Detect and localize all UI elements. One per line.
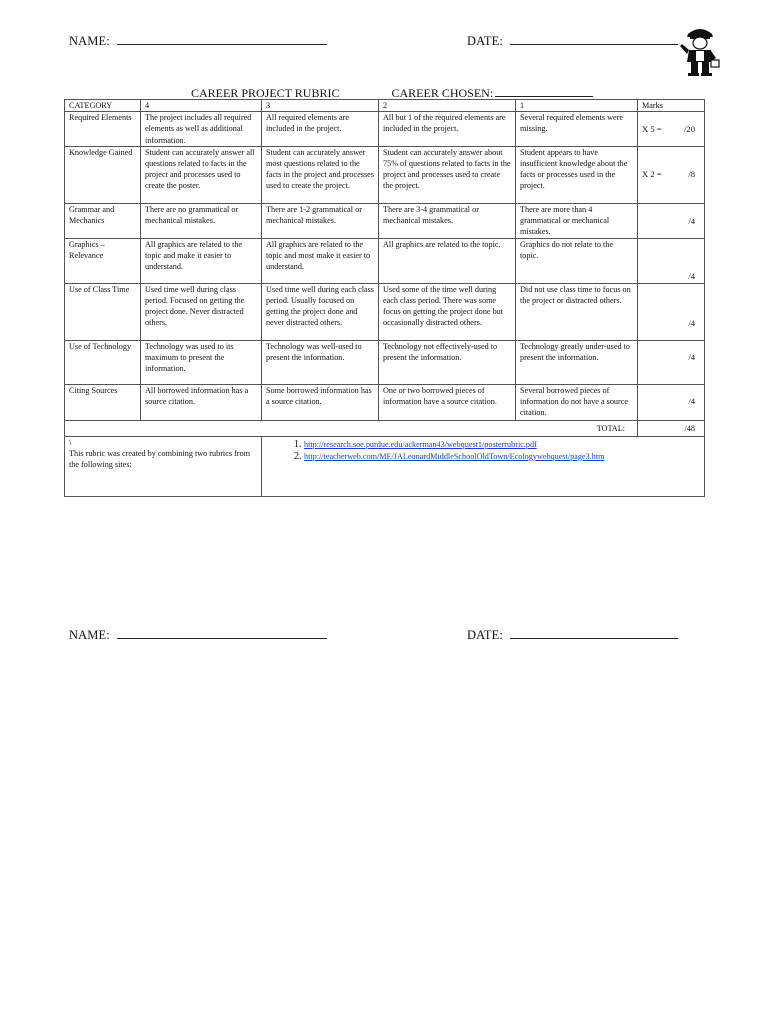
- header-cell: 1: [516, 100, 638, 112]
- name-blank-line: [117, 34, 327, 45]
- criteria-cell: Technology not effectively-used to present the information.: [379, 340, 516, 384]
- date-field-bottom: [467, 628, 678, 643]
- criteria-cell: Student can accurately answer most questions related to the facts in the project and processes used to create the project.: [262, 146, 379, 203]
- table-row: [65, 203, 705, 238]
- criteria-cell: The project includes all required elements as well as additional information.: [141, 112, 262, 147]
- criteria-cell: Student can accurately answer about 75% of questions related to facts in the project and processes used to create the project.: [379, 146, 516, 203]
- marks-cell: [638, 283, 705, 340]
- list-item: [304, 439, 700, 451]
- total-score: /48: [638, 420, 705, 436]
- footer-backslash: \: [69, 437, 72, 447]
- category-cell: Knowledge Gained: [65, 146, 141, 203]
- criteria-cell: All borrowed information has a source citation.: [141, 384, 262, 420]
- name-label: NAME:: [69, 628, 110, 642]
- score: /20: [684, 124, 695, 135]
- name-label: NAME:: [69, 34, 110, 48]
- criteria-cell: Did not use class time to focus on the project or distracted others.: [516, 283, 638, 340]
- score: /4: [688, 270, 695, 281]
- category-cell: Grammar and Mechanics: [65, 203, 141, 238]
- table-row: [65, 340, 705, 384]
- date-blank-line: [510, 628, 678, 639]
- criteria-cell: Graphics do not relate to the topic.: [516, 238, 638, 283]
- header-cell: Marks: [638, 100, 705, 112]
- header-cell: 3: [262, 100, 379, 112]
- multiplier: X 5 =: [642, 124, 662, 135]
- source-links-list: [266, 439, 700, 463]
- criteria-cell: There are more than 4 grammatical or mechanical mistakes.: [516, 203, 638, 238]
- table-row: [65, 283, 705, 340]
- marks-cell: [638, 112, 705, 147]
- marks-cell: [638, 146, 705, 203]
- date-field-top: [467, 34, 678, 49]
- construction-worker-icon: [680, 24, 720, 81]
- criteria-cell: All but 1 of the required elements are included in the project.: [379, 112, 516, 147]
- marks-cell: [638, 340, 705, 384]
- category-cell: Use of Class Time: [65, 283, 141, 340]
- criteria-cell: There are no grammatical or mechanical mistakes.: [141, 203, 262, 238]
- criteria-cell: There are 1-2 grammatical or mechanical mistakes.: [262, 203, 379, 238]
- criteria-cell: One or two borrowed pieces of information have a source citation.: [379, 384, 516, 420]
- career-chosen-label: CAREER CHOSEN:: [391, 86, 494, 100]
- list-item: [304, 451, 700, 463]
- career-chosen-blank: [495, 87, 593, 97]
- criteria-cell: Technology was well-used to present the information.: [262, 340, 379, 384]
- score: /4: [688, 351, 695, 362]
- category-cell: Graphics – Relevance: [65, 238, 141, 283]
- total-row: [65, 420, 705, 436]
- footer-note-cell: [65, 436, 262, 496]
- total-label: TOTAL:: [65, 420, 638, 436]
- footer-note: This rubric was created by combining two rubrics from the following sites:: [69, 449, 250, 470]
- footer-row: [65, 436, 705, 496]
- criteria-cell: Used time well during each class period. Usually focused on getting the project done and never distracted others.: [262, 283, 379, 340]
- table-row: [65, 384, 705, 420]
- criteria-cell: Several required elements were missing.: [516, 112, 638, 147]
- score: /4: [688, 317, 695, 328]
- criteria-cell: Technology was used to its maximum to present the information.: [141, 340, 262, 384]
- table-row: [65, 146, 705, 203]
- source-link[interactable]: http://research.soe.purdue.edu/ackerman43/webquest1/posterrubric.pdf: [304, 439, 537, 449]
- criteria-cell: Technology greatly under-used to present the information.: [516, 340, 638, 384]
- criteria-cell: All graphics are related to the topic and most make it easier to understand.: [262, 238, 379, 283]
- score: /4: [688, 395, 695, 406]
- criteria-cell: There are 3-4 grammatical or mechanical mistakes.: [379, 203, 516, 238]
- criteria-cell: Some borrowed information has a source citation.: [262, 384, 379, 420]
- date-blank-line: [510, 34, 678, 45]
- criteria-cell: All graphics are related to the topic and make it easier to understand.: [141, 238, 262, 283]
- category-cell: Citing Sources: [65, 384, 141, 420]
- header-cell: 2: [379, 100, 516, 112]
- criteria-cell: Used some of the time well during each class period. There was some focus on getting the project done but occasionally distracted others.: [379, 283, 516, 340]
- name-blank-line: [117, 628, 327, 639]
- name-field-top: [69, 34, 327, 49]
- table-header-row: [65, 100, 705, 112]
- criteria-cell: Student appears to have insufficient knowledge about the facts or processes used in the project.: [516, 146, 638, 203]
- multiplier: X 2 =: [642, 168, 662, 179]
- criteria-cell: All required elements are included in the project.: [262, 112, 379, 147]
- rubric-table: [64, 99, 705, 497]
- criteria-cell: Several borrowed pieces of information do not have a source citation.: [516, 384, 638, 420]
- category-cell: Required Elements: [65, 112, 141, 147]
- date-label: DATE:: [467, 34, 503, 48]
- date-label: DATE:: [467, 628, 503, 642]
- marks-cell: [638, 238, 705, 283]
- table-row: [65, 238, 705, 283]
- name-field-bottom: [69, 628, 327, 643]
- criteria-cell: All graphics are related to the topic.: [379, 238, 516, 283]
- score: /8: [688, 168, 695, 179]
- header-cell: 4: [141, 100, 262, 112]
- score: /4: [688, 215, 695, 226]
- criteria-cell: Used time well during class period. Focused on getting the project done. Never distracted others.: [141, 283, 262, 340]
- header-cell: CATEGORY: [65, 100, 141, 112]
- rubric-title: CAREER PROJECT RUBRIC: [191, 86, 340, 100]
- marks-cell: [638, 203, 705, 238]
- category-cell: Use of Technology: [65, 340, 141, 384]
- marks-cell: [638, 384, 705, 420]
- source-link[interactable]: http://teacherweb.com/ME/JALeonardMiddleSchoolOldTown/Ecologywebquest/page3.htm: [304, 451, 605, 461]
- table-row: [65, 112, 705, 147]
- criteria-cell: Student can accurately answer all questions related to facts in the project and processes used to create the poster.: [141, 146, 262, 203]
- footer-links-cell: [262, 436, 705, 496]
